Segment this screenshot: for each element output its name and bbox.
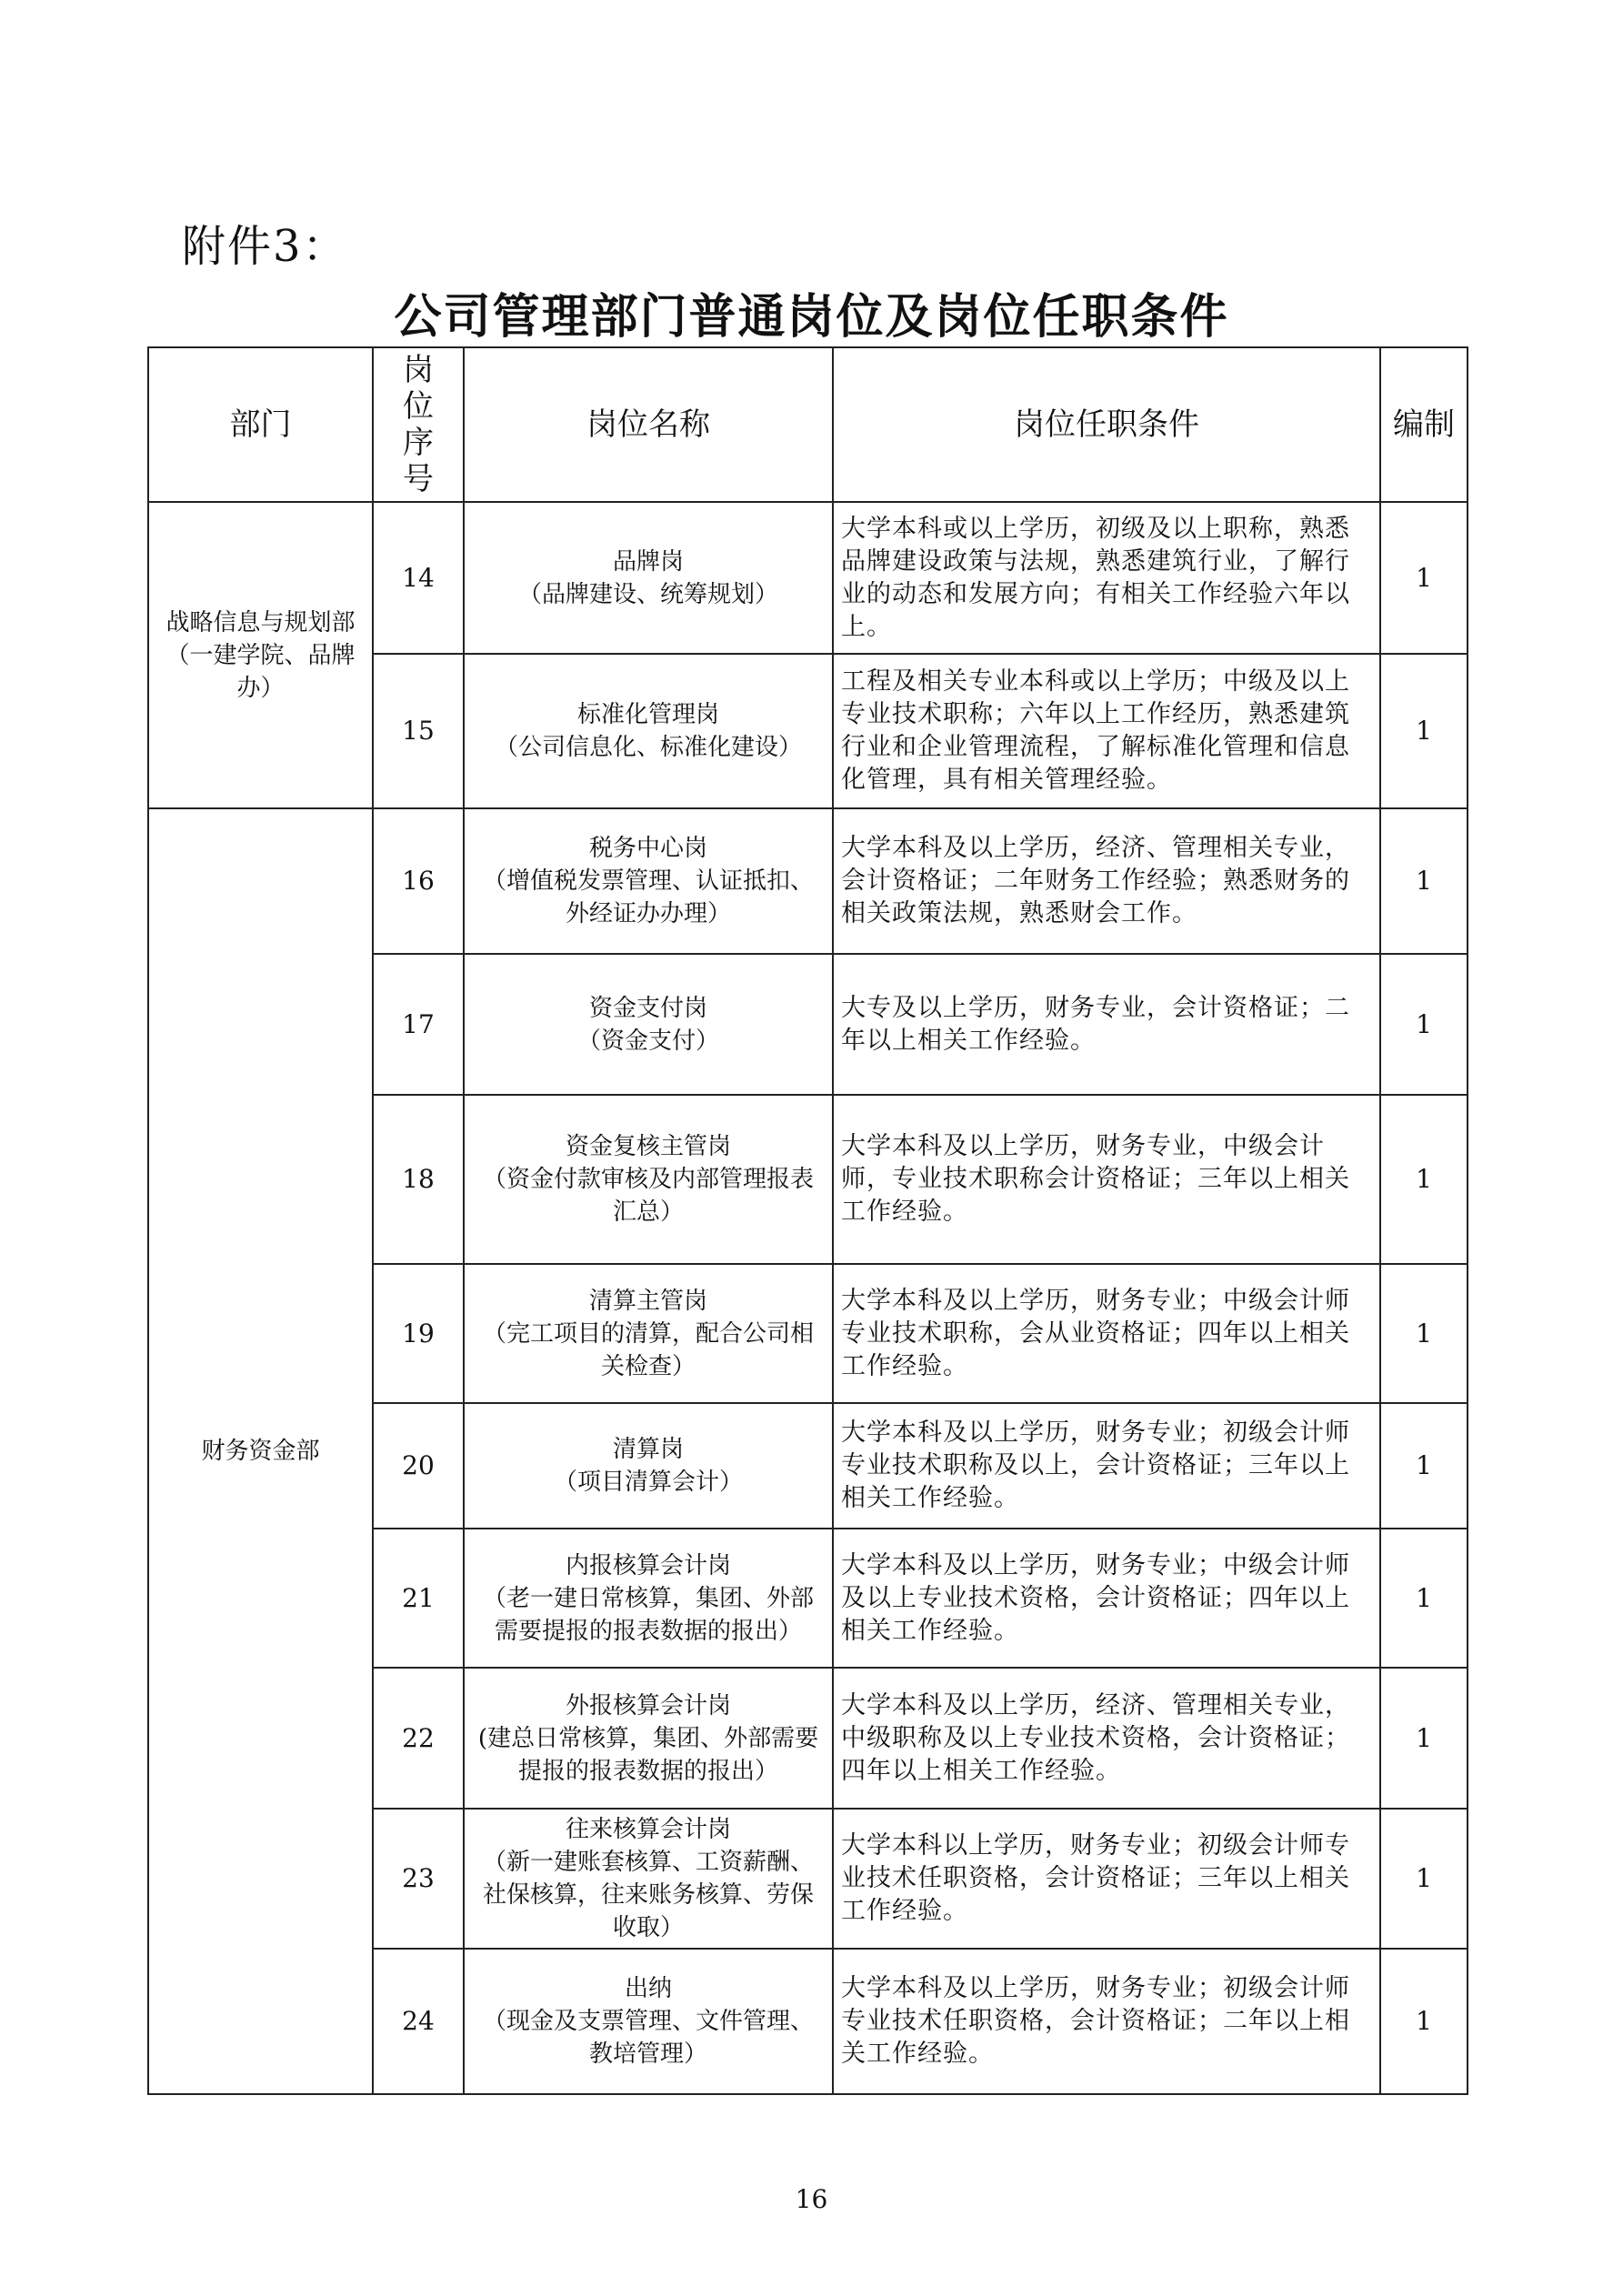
headcount-cell: 1 [1380, 1668, 1468, 1809]
requirements-cell: 大学本科及以上学历，财务专业，中级会计师，专业技术职称会计资格证；三年以上相关工作经验。 [833, 1095, 1380, 1264]
seq-cell: 17 [373, 954, 464, 1095]
seq-cell: 23 [373, 1809, 464, 1949]
position-description: （公司信息化、标准化建设） [494, 734, 802, 761]
position-name-cell [464, 1529, 833, 1668]
headcount-cell: 1 [1380, 954, 1468, 1095]
position-name-cell [464, 1809, 833, 1949]
headcount-cell: 1 [1380, 1095, 1468, 1264]
requirements-cell: 大学本科及以上学历，财务专业；初级会计师专业技术职称及以上，会计资格证；三年以上相关工作经验。 [833, 1403, 1380, 1529]
seq-cell: 14 [373, 502, 464, 654]
header-seq: 岗位序号 [373, 347, 464, 502]
seq-cell: 24 [373, 1949, 464, 2094]
position-title: 内报核算会计岗 [565, 1551, 731, 1579]
position-description: （增值税发票管理、认证抵扣、外经证办办理） [482, 867, 814, 927]
seq-cell: 15 [373, 654, 464, 808]
requirements-cell: 大学本科及以上学历，经济、管理相关专业，会计资格证；二年财务工作经验；熟悉财务的相关政策法规，熟悉财会工作。 [833, 808, 1380, 954]
headcount-cell: 1 [1380, 502, 1468, 654]
headcount-cell: 1 [1380, 1264, 1468, 1403]
seq-cell: 16 [373, 808, 464, 954]
position-name-cell [464, 1095, 833, 1264]
position-title: 出纳 [624, 1975, 672, 2002]
position-description: （完工项目的清算，配合公司相关检查） [482, 1319, 814, 1380]
attachment-label: 附件3： [182, 221, 348, 272]
requirements-cell: 大学本科以上学历，财务专业；初级会计师专业技术任职资格，会计资格证；三年以上相关工作经验。 [833, 1809, 1380, 1949]
position-title: 往来核算会计岗 [565, 1816, 731, 1843]
position-description: （现金及支票管理、文件管理、教培管理） [482, 2008, 814, 2068]
requirements-cell: 大学本科及以上学历，财务专业；中级会计师专业技术职称，会从业资格证；四年以上相关工作经验。 [833, 1264, 1380, 1403]
position-description: （新一建账套核算、工资薪酬、社保核算，往来账务核算、劳保收取） [482, 1849, 814, 1941]
requirements-cell: 大学本科及以上学历，经济、管理相关专业，中级职称及以上专业技术资格，会计资格证；四年以上相关工作经验。 [833, 1668, 1380, 1809]
position-name-cell [464, 502, 833, 654]
seq-cell: 19 [373, 1264, 464, 1403]
seq-cell: 20 [373, 1403, 464, 1529]
position-description: （老一建日常核算，集团、外部需要提报的报表数据的报出） [482, 1584, 814, 1645]
position-name-cell [464, 1264, 833, 1403]
seq-cell: 18 [373, 1095, 464, 1264]
position-name-cell [464, 808, 833, 954]
table-header-row [148, 347, 1468, 502]
page-number: 16 [795, 2184, 828, 2214]
position-description: （资金支付） [576, 1027, 719, 1055]
seq-cell: 22 [373, 1668, 464, 1809]
position-description: （品牌建设、统筹规划） [517, 580, 778, 608]
header-requirements: 岗位任职条件 [833, 347, 1380, 502]
position-title: 外报核算会计岗 [565, 1691, 731, 1719]
position-name-cell [464, 1949, 833, 2094]
header-dept: 部门 [148, 347, 373, 502]
dept-cell: 财务资金部 [148, 808, 373, 2094]
position-title: 资金复核主管岗 [565, 1133, 731, 1160]
headcount-cell: 1 [1380, 654, 1468, 808]
requirements-cell: 大学本科或以上学历，初级及以上职称，熟悉品牌建设政策与法规，熟悉建筑行业，了解行业的动态和发展方向；有相关工作经验六年以上。 [833, 502, 1380, 654]
table-row [148, 502, 1468, 654]
headcount-cell: 1 [1380, 1403, 1468, 1529]
headcount-cell: 1 [1380, 1529, 1468, 1668]
headcount-cell: 1 [1380, 1809, 1468, 1949]
seq-cell: 21 [373, 1529, 464, 1668]
requirements-cell: 工程及相关专业本科或以上学历；中级及以上专业技术职称；六年以上工作经历，熟悉建筑行业和企业管理流程，了解标准化管理和信息化管理，具有相关管理经验。 [833, 654, 1380, 808]
headcount-cell: 1 [1380, 808, 1468, 954]
position-description: （项目清算会计） [553, 1469, 743, 1496]
position-description: （资金付款审核及内部管理报表汇总） [482, 1166, 814, 1226]
header-count: 编制 [1380, 347, 1468, 502]
position-name-cell [464, 954, 833, 1095]
position-name-cell [464, 1668, 833, 1809]
position-name-cell [464, 654, 833, 808]
header-name: 岗位名称 [464, 347, 833, 502]
position-title: 清算岗 [612, 1436, 684, 1463]
table-row [148, 808, 1468, 954]
document-title: 公司管理部门普通岗位及岗位任职条件 [394, 289, 1229, 345]
position-title: 税务中心岗 [588, 835, 707, 862]
headcount-cell: 1 [1380, 1949, 1468, 2094]
position-title: 资金支付岗 [588, 994, 707, 1022]
positions-table [147, 346, 1468, 2095]
position-description: (建总日常核算，集团、外部需要提报的报表数据的报出） [477, 1724, 819, 1785]
requirements-cell: 大学本科及以上学历，财务专业；初级会计师专业技术任职资格，会计资格证；二年以上相关工作经验。 [833, 1949, 1380, 2094]
dept-cell: 战略信息与规划部 （一建学院、品牌办） [148, 502, 373, 808]
position-title: 品牌岗 [612, 547, 684, 576]
requirements-cell: 大专及以上学历，财务专业，会计资格证；二年以上相关工作经验。 [833, 954, 1380, 1095]
position-title: 标准化管理岗 [576, 701, 719, 728]
position-title: 清算主管岗 [588, 1287, 707, 1315]
requirements-cell: 大学本科及以上学历，财务专业；中级会计师及以上专业技术资格，会计资格证；四年以上相关工作经验。 [833, 1529, 1380, 1668]
position-name-cell [464, 1403, 833, 1529]
